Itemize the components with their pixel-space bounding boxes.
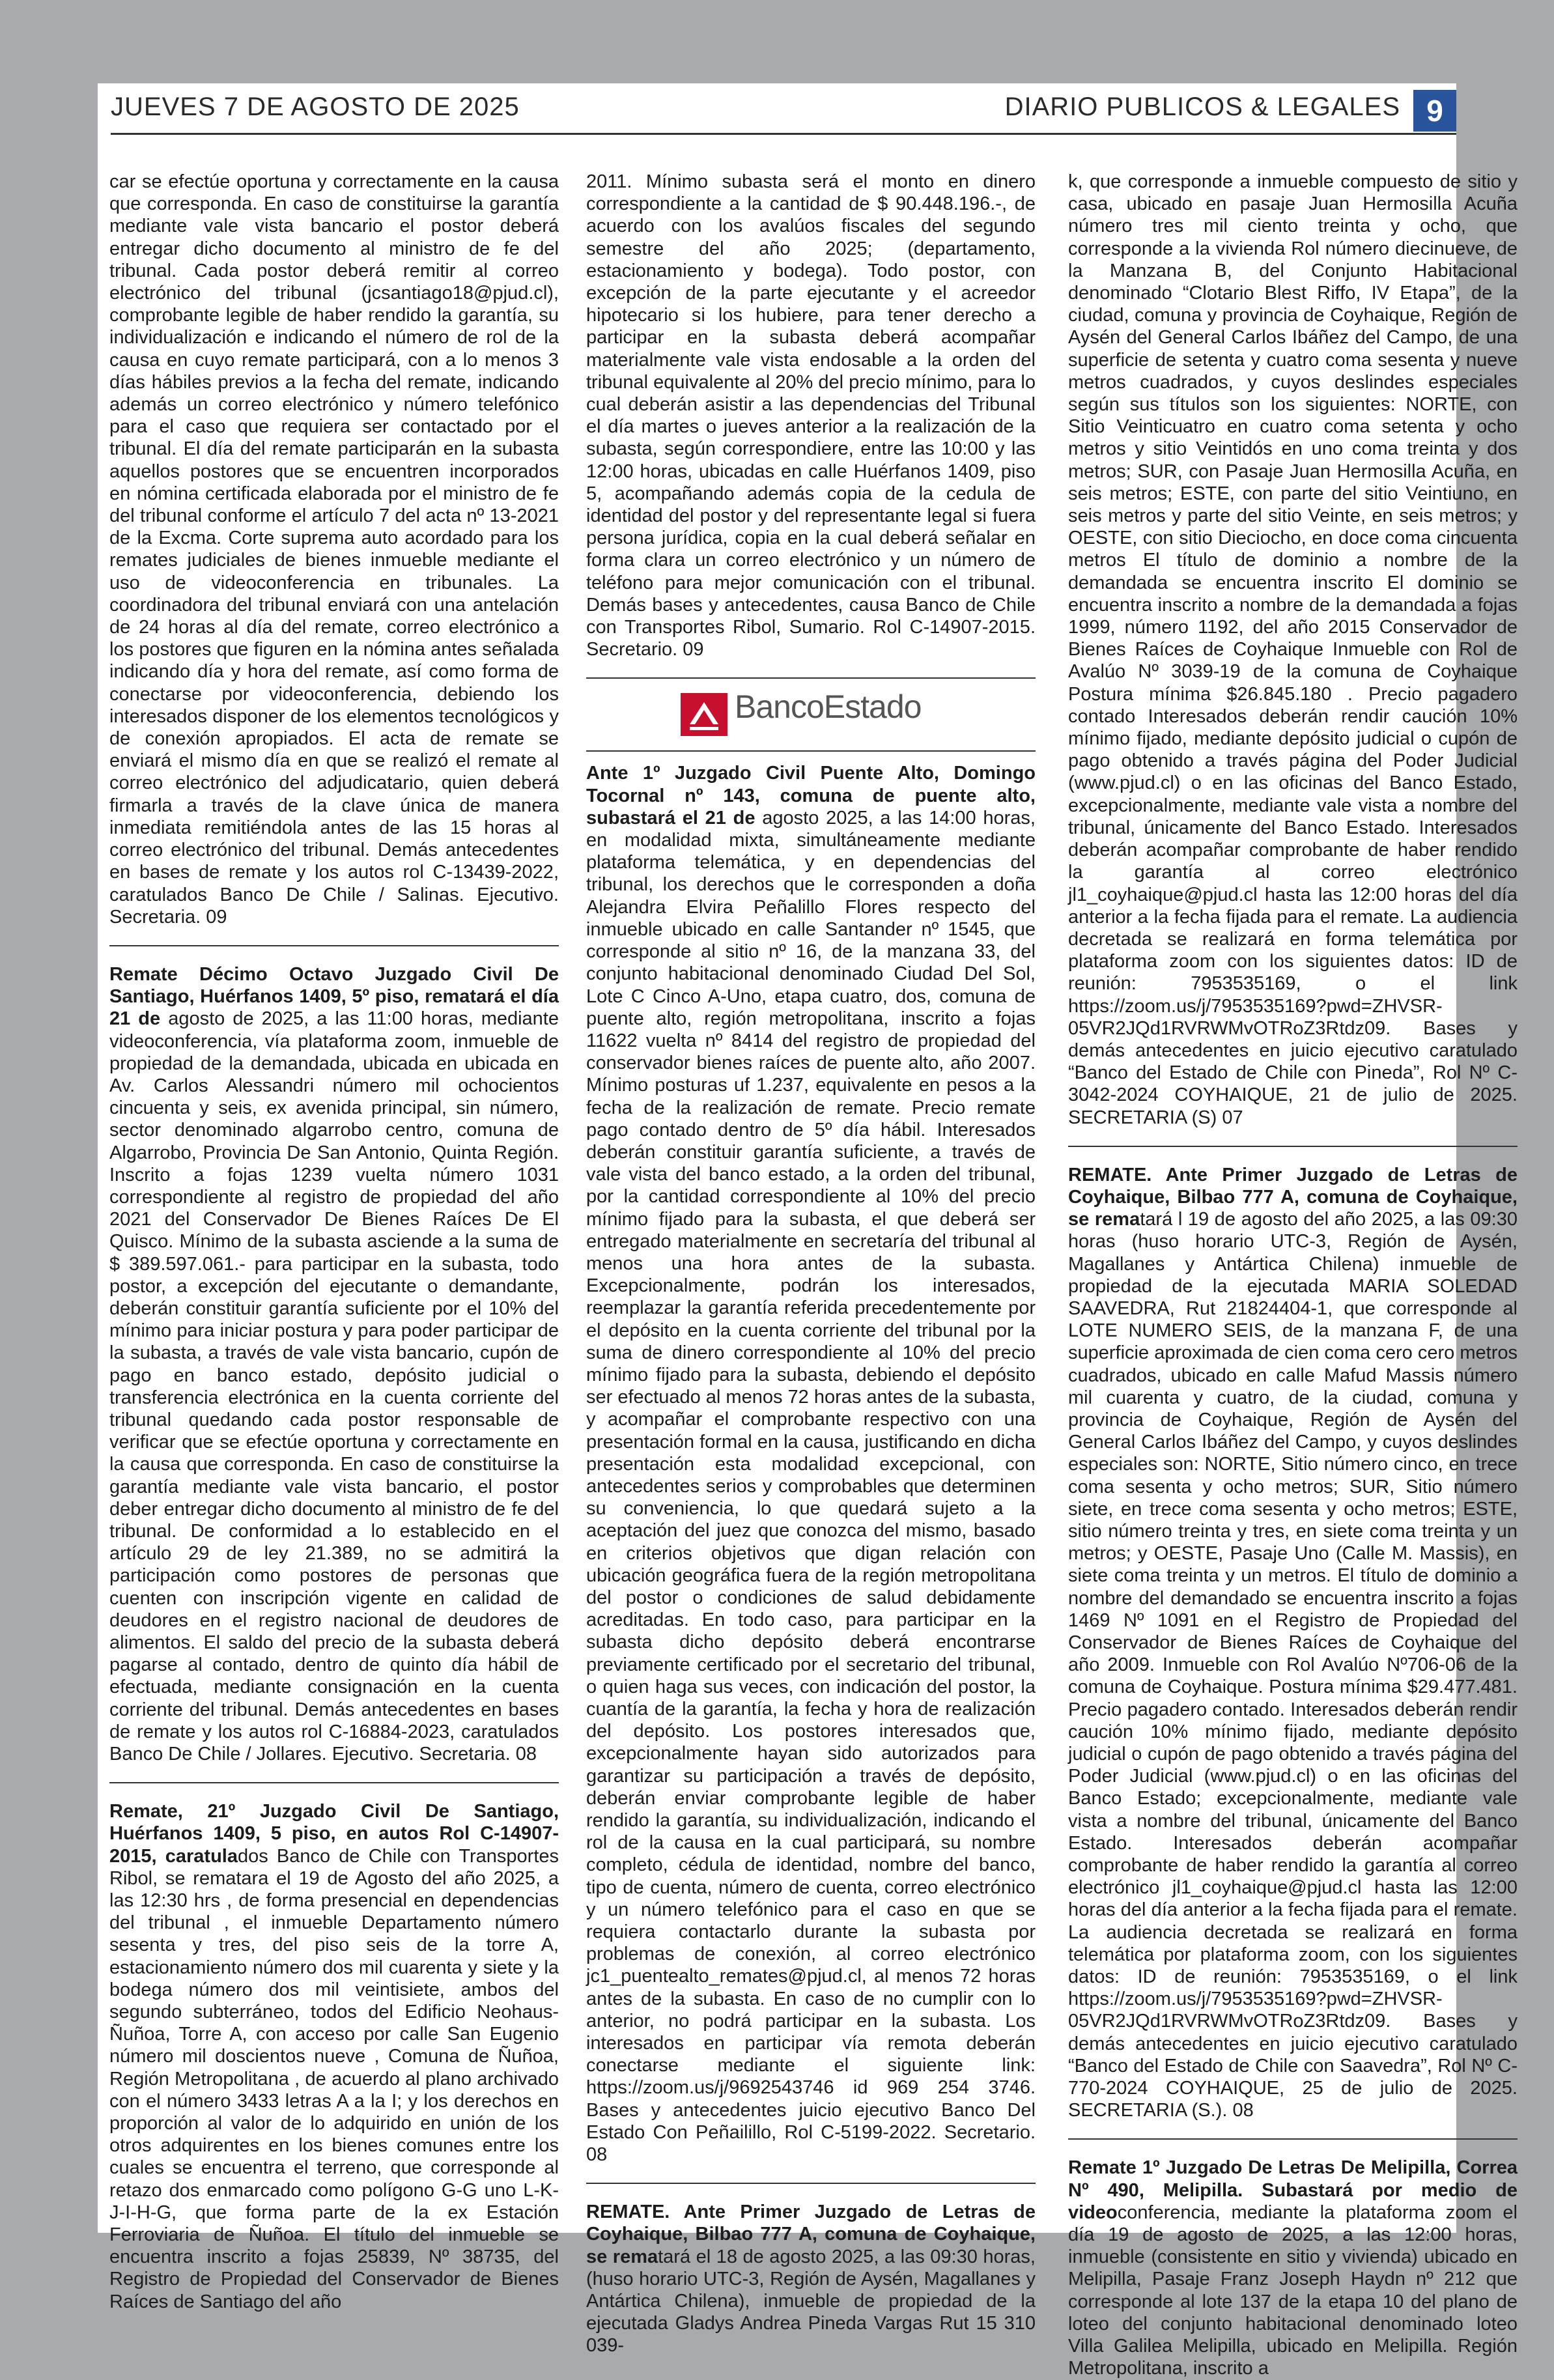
notice-body: agosto 2025, a las 14:00 horas, en modalidad mixta, simultáneamente mediante plataforma telemática, y en dependencias del tribunal, los derechos que le corresponden a doña Alejandra Elvira Peñalillo Flores respecto del inmueble ubicado en calle Santander nº 1545, que corresponde al sitio nº 16, de la manzana 33, del conjunto habitacional denominado Ciudad Del Sol, Lote C Cinco A-Uno, etapa cuatro, dos, comuna de puente alto, región metropolitana, inscrito a fojas 11622 vuelta nº 8414 del registro de propiedad del conservador bienes raíces de puente alto, año 2007. Mínimo posturas uf 1.237, equivalente en pesos a la fecha de la realización de remate. Precio remate pago contado dentro de 5º día hábil. Interesados deberán constituir garantía suficiente, a través de vale vista del banco estado, a la orden del tribunal, por la cantidad correspondiente al 10% del precio mínimo fijado para la subasta, el que deberá ser entregado materialmente en secretaría del tribunal al menos una hora antes de la subasta. Excepcionalmente, podrán los interesados, reemplazar la garantía referida precedentemente por el depósito en la cuenta corriente del tribunal por la suma de dinero correspondiente al 10% del precio mínimo fijado para la subasta, debiendo el depósito ser efectuado al menos 72 horas antes de la subasta, y acompañar el comprobante respectivo con una presentación formal en la causa, justificando en dicha presentación esta modalidad excepcional, con antecedentes serios y comprobables que determinen su conveniencia, lo que quedará sujeto a la aceptación del juez que conozca del mismo, basado en criterios objetivos que digan relación con ubicación geográfica fuera de la región metropolitana del postor o condiciones de salud debidamente acreditadas. En todo caso, para participar en la subasta dicho depósito deberá encontrarse previamente certificado por el secretario del tribunal, o quien haga sus veces, con indicación del postor, la cuantía de la garantía, la fecha y hora de realización del depósito. Los postores interesados que, excepcionalmente hayan sido autorizados para garantizar su participación a través de depósito, deberán enviar comprobante legible de haber rendido la garantía, su individualización, indicando el rol de la causa en la cual participará, su nombre completo, cédula de identidad, nombre del banco, tipo de cuenta, número de cuenta, correo electrónico y un número telefónico para el caso en que se requiera contactarlo durante la subasta por problemas de conexión, al correo electrónico jc1_puentealto_remates@pjud.cl, al menos 72 horas antes de la subasta. En caso de no cumplir con lo anterior, no podrá participar en la subasta. Los interesados en participar vía remota deberán conectarse mediante el siguiente link: https://zoom.us/j/9692543746 id 969 254 3746. Bases y antecedentes juicio ejecutivo Banco Del Estado Con Peñailillo, Rol C-5199-2022. Secretario. 08 — [586, 807, 1036, 2166]
notice-body: k, que corresponde a inmueble compuesto de sitio y casa, ubicado en pasaje Juan Hermosilla Acuña número tres mil ciento treinta y ocho, que corresponde a la vivienda Rol número diecinueve, de la Manzana B, del Conjunto Habitacional denominado “Clotario Blest Riffo, IV Etapa”, de la ciudad, comuna y provincia de Coyhaique, Región de Aysén del General Carlos Ibáñez del Campo, de una superficie de setenta y cuatro coma sesenta y nueve metros cuadrados, y cuyos deslindes especiales según sus títulos son los siguientes: NORTE, con Sitio Veinticuatro en cuatro coma setenta y ocho metros y sitio Veintidós en uno coma treinta y dos metros; SUR, con Pasaje Juan Hermosilla Acuña, en seis metros; ESTE, con parte del sitio Veintiuno, en seis metros y parte del sitio Veinte, en seis metros; y OESTE, con sitio Dieciocho, en doce coma cincuenta metros El título de dominio a nombre de la demandada se encuentra inscrito El dominio se encuentra inscrito a nombre de la demandada a fojas 1999, número 1192, del año 2015 Conservador de Bienes Raíces de Coyhaique Inmueble con Rol de Avalúo Nº 3039-19 de la comuna de Coyhaique Postura mínima $26.845.180 . Precio pagadero contado Interesados deberán rendir caución 10% mínimo fijado, mediante depósito judicial o cupón de pago obtenido a través página del Poder Judicial (www.pjud.cl) o en las oficinas del Banco Estado, excepcionalmente, mediante vale vista a nombre del tribunal, únicamente del Banco Estado. Interesados deberán acompañar comprobante de haber rendido la garantía al correo electrónico jl1_coyhaique@pjud.cl hasta las 12:00 horas del día anterior a la fecha fijada para el remate. La audiencia decretada se realizará en forma telemática por plataforma zoom con los siguientes datos: ID de reunión: 7953535169, o el link https://zoom.us/j/7953535169?pwd=ZHVSR-05VR2JQd1RVRWMvOTRoZ3Rtdz09. Bases y demás antecedentes en juicio ejecutivo caratulado “Banco del Estado de Chile con Pineda”, Rol Nº C-3042-2024 COYHAIQUE, 21 de julio de 2025. SECRETARIA (S) 07 — [1068, 171, 1518, 1128]
notice-divider — [109, 945, 559, 946]
notice-heading: Ante 1º Juzgado Civil Puente Alto, Domingo Tocornal nº 143, comuna de puente alto, subastará el 21 de — [586, 763, 1036, 829]
bancoestado-ad — [586, 677, 1036, 752]
bancoestado-logo-icon — [681, 693, 728, 736]
notice-divider — [586, 2183, 1036, 2184]
notice-body: agosto de 2025, a las 11:00 horas, mediante videoconferencia, vía plataforma zoom, inmueble de propiedad de la demandada, ubicada en ubicada en Av. Carlos Alessandri número mil ochocientos cincuenta y seis, ex avenida principal, sin número, sector denominado algarrobo centro, comuna de Algarrobo, Provincia De San Antonio, Quinta Región. Inscrito a fojas 1239 vuelta número 1031 correspondiente al registro de propiedad del año 2021 del Conservador De Bienes Raíces De El Quisco. Mínimo de la subasta asciende a la suma de $ 389.597.061.- para participar en la subasta, todo postor, a excepción del ejecutante o demandante, deberán constituir garantía suficiente por el 10% del mínimo para iniciar postura y para poder participar de la subasta, a través de vale vista bancario, cupón de pago en banco estado, depósito judicial o transferencia electrónica en la cuenta corriente del tribunal quedando cada postor responsable de verificar que se efectúe oportuna y correctamente en la causa que corresponda. En caso de constituirse la garantía mediante vale vista bancario, el postor deber entregar dicho documento al ministro de fe del tribunal. De conformidad a lo establecido en el artículo 29 de ley 21.389, no se admitirá la participación como postores de personas que cuenten con inscripción vigente en calidad de deudores en el registro nacional de deudores de alimentos. El saldo del precio de la subasta deberá pagarse al contado, dentro de quinto día hábil de efectuada, mediante consignación en la cuenta corriente del tribunal. Demás antecedentes en bases de remate y los autos rol C-16884-2023, caratulados Banco De Chile / Jollares. Ejecutivo. Secretaria. 08 — [109, 1008, 559, 1765]
publication-title: DIARIO PUBLICOS & LEGALES — [1004, 92, 1400, 121]
page-header — [111, 90, 1456, 137]
notice-2-3 — [586, 2201, 1036, 2357]
column-1 — [109, 171, 559, 2312]
notice-1-3 — [109, 1800, 559, 2313]
notice-divider — [109, 1782, 559, 1783]
notice-divider — [1068, 2138, 1518, 2140]
notice-body: tará el 18 de agosto 2025, a las 09:30 horas, (huso horario UTC-3, Región de Aysén, Magallanes y Antártica Chilena), inmueble de propiedad de la ejecutada Gladys Andrea Pineda Vargas Rut 15 310 039- — [586, 2246, 1036, 2357]
notice-body: dos Banco de Chile con Transportes Ribol, se rematara el 19 de Agosto del año 2025, a las 12:30 hrs , de forma presencial en dependencias del tribunal , el inmueble Departamento número sesenta y tres, del piso seis de la torre A, estacionamiento número dos mil cuarenta y siete y la bodega número dos mil veintisiete, ambos del segundo subterráneo, todos del Edificio Neohaus- Ñuñoa, Torre A, con acceso por calle San Eugenio número mil doscientos nueve , Comuna de Ñuñoa, Región Metropolitana , de acuerdo al plano archivado con el número 3433 letras A a la I; y los derechos en proporción al valor de lo adquirido en unión de los otros adquirentes en los bienes comunes entre los cuales se encuentra el terreno, que corresponde al retazo dos enmarcado como polígono G-G uno L-K-J-I-H-G, que forma parte de la ex Estación Ferroviaria de Ñuñoa. El título del inmueble se encuentra inscrito a fojas 25839, Nº 38735, del Registro de Propiedad del Conservador de Bienes Raíces de Santiago del año — [109, 1845, 559, 2312]
notice-3-2 — [1068, 1164, 1518, 2122]
notice-heading: REMATE. Ante Primer Juzgado de Letras de Coyhaique, Bilbao 777 A, comuna de Coyhaique, se rema — [1068, 1164, 1518, 1230]
notice-divider — [1068, 1146, 1518, 1147]
issue-date: JUEVES 7 DE AGOSTO DE 2025 — [111, 92, 520, 121]
notice-body: car se efectúe oportuna y correctamente en la causa que corresponda. En caso de constituirse la garantía mediante vale vista bancario el postor deberá entregar dicho documento al ministro de fe del tribunal. Cada postor deberá remitir al correo electrónico del tribunal (jcsantiago18@pjud.cl), comprobante legible de haber rendido la garantía, su individualización e indicando el número de rol de la causa en cuyo remate participará, con a lo menos 3 días hábiles previos a la fecha del remate, indicando además un correo electrónico y número telefónico para el caso que requiera ser contactado por el tribunal. El día del remate participarán en la subasta aquellos postores que se encuentren incorporados en nómina certificada elaborada por el ministro de fe del tribunal conforme el artículo 7 del acta nº 13-2021 de la Excma. Corte suprema auto acordado para los remates judiciales de bienes inmueble mediante el uso de videoconferencia en tribunales. La coordinadora del tribunal enviará con una antelación de 24 horas al día del remate, correo electrónico a los postores que figuren en la nómina antes señalada indicando día y hora del remate, así como forma de conectarse por videoconferencia, debiendo los interesados disponer de los elementos tecnológicos y de conexión apropiados. El acta de remate se enviará el mismo día en que se realizó el remate al correo electrónico del adjudicatario, quien deberá firmarla a través de la clave única de manera inmediata remitiéndola antes de las 15 horas al correo electrónico del tribunal. Demás antecedentes en bases de remate y los autos rol C-13439-2022, caratulados Banco De Chile / Salinas. Ejecutivo. Secretaria. 09 — [109, 171, 559, 928]
notice-1-2 — [109, 963, 559, 1765]
notice-3-1 — [1068, 171, 1518, 1129]
notice-2-2 — [586, 762, 1036, 2166]
notice-2-1 — [586, 171, 1036, 660]
notice-heading: Remate, 21º Juzgado Civil De Santiago, Huérfanos 1409, 5 piso, en autos Rol C-14907-2015, caratula — [109, 1801, 559, 1867]
notice-1-1 — [109, 171, 559, 928]
column-2 — [586, 171, 1036, 2357]
bancoestado-logo-text: BancoEstado — [735, 688, 922, 726]
notice-3-3 — [1068, 2157, 1518, 2379]
notice-heading: REMATE. Ante Primer Juzgado de Letras de Coyhaique, Bilbao 777 A, comuna de Coyhaique, se rema — [586, 2202, 1036, 2267]
header-rule — [111, 133, 1456, 135]
column-3 — [1068, 171, 1518, 2379]
notice-body: 2011. Mínimo subasta será el monto en dinero correspondiente a la cantidad de $ 90.448.196.-, de acuerdo con los avalúos fiscales del segundo semestre del año 2025; (departamento, estacionamiento y bodega). Todo postor, con excepción de la parte ejecutante y el acreedor hipotecario si los hubiere, para tener derecho a participar en la subasta deberá acompañar materialmente vale vista endosable a la orden del tribunal equivalente al 20% del precio mínimo, para lo cual deberán asistir a las dependencias del Tribunal el día martes o jueves anterior a la realización de la subasta, según correspondiere, entre las 10:00 y las 12:00 horas, ubicadas en calle Huérfanos 1409, piso 5, acompañando además copia de la cedula de identidad del postor y del representante legal si fuera persona jurídica, copia en la cual deberá señalar en forma clara un correo electrónico y un número de teléfono para mejor comunicación con el tribunal. Demás bases y antecedentes, causa Banco de Chile con Transportes Ribol, Sumario. Rol C-14907-2015. Secretario. 09 — [586, 171, 1036, 660]
notice-body: tará l 19 de agosto del año 2025, a las 09:30 horas (huso horario UTC-3, Región de Aysén, Magallanes y Antártica Chilena) inmueble de propiedad de la ejecutada MARIA SOLEDAD SAAVEDRA, Rut 21824404-1, que corresponde al LOTE NUMERO SEIS, de la manzana F, de una superficie aproximada de cien coma cero cero metros cuadrados, ubicado en calle Mafud Massis número mil cuarenta y cuatro, de la ciudad, comuna y provincia de Coyhaique, Región de Aysén del General Carlos Ibáñez del Campo, y cuyos deslindes especiales son: NORTE, Sitio número cinco, en trece coma sesenta y ocho metros; SUR, Sitio número siete, en trece coma sesenta y ocho metros; ESTE, sitio número treinta y tres, en siete coma treinta y un metros; y OESTE, Pasaje Uno (Calle M. Massis), en siete coma treinta y un metros. El título de dominio a nombre del demandado se encuentra inscrito a fojas 1469 Nº 1091 en el Registro de Propiedad del Conservador de Bienes Raíces de Coyhaique del año 2009. Inmueble con Rol Avalúo Nº706-06 de la comuna de Coyhaique. Postura mínima $29.477.481. Precio pagadero contado. Interesados deberán rendir caución 10% mínimo fijado, mediante depósito judicial o cupón de pago obtenido a través página del Poder Judicial (www.pjud.cl) o en las oficinas del Banco Estado; excepcionalmente, mediante vale vista a nombre del tribunal, únicamente del Banco Estado. Interesados deberán acompañar comprobante de haber rendido la garantía al correo electrónico jl1_coyhaique@pjud.cl hasta las 12:00 horas del día anterior a la fecha fijada para el remate. La audiencia decretada se realizará en forma telemática por plataforma zoom, con los siguientes datos: ID de reunión: 7953535169, o el link https://zoom.us/j/7953535169?pwd=ZHVSR-05VR2JQd1RVRWMvOTRoZ3Rtdz09. Bases y demás antecedentes en juicio ejecutivo caratulado “Banco del Estado de Chile con Saavedra”, Rol Nº C-770-2024 COYHAIQUE, 25 de julio de 2025. SECRETARIA (S.). 08 — [1068, 1209, 1518, 2121]
page-number: 9 — [1413, 90, 1456, 132]
notice-heading: Remate 1º Juzgado De Letras De Melipilla, Correa Nº 490, Melipilla. Subastará por medio de video — [1068, 2157, 1518, 2223]
notice-body: conferencia, mediante la plataforma zoom el día 19 de agosto de 2025, a las 12:00 horas, inmueble (consistente en sitio y vivienda) ubicado en Melipilla, Pasaje Franz Joseph Haydn nº 212 que corresponde al lote 137 de la etapa 10 del plano de loteo del conjunto habitacional denominado loteo Villa Galilea Melipilla, ubicado en Melipilla. Región Metropolitana, inscrito a — [1068, 2202, 1518, 2379]
notice-heading: Remate Décimo Octavo Juzgado Civil De Santiago, Huérfanos 1409, 5º piso, rematará el día 21 de — [109, 963, 559, 1030]
